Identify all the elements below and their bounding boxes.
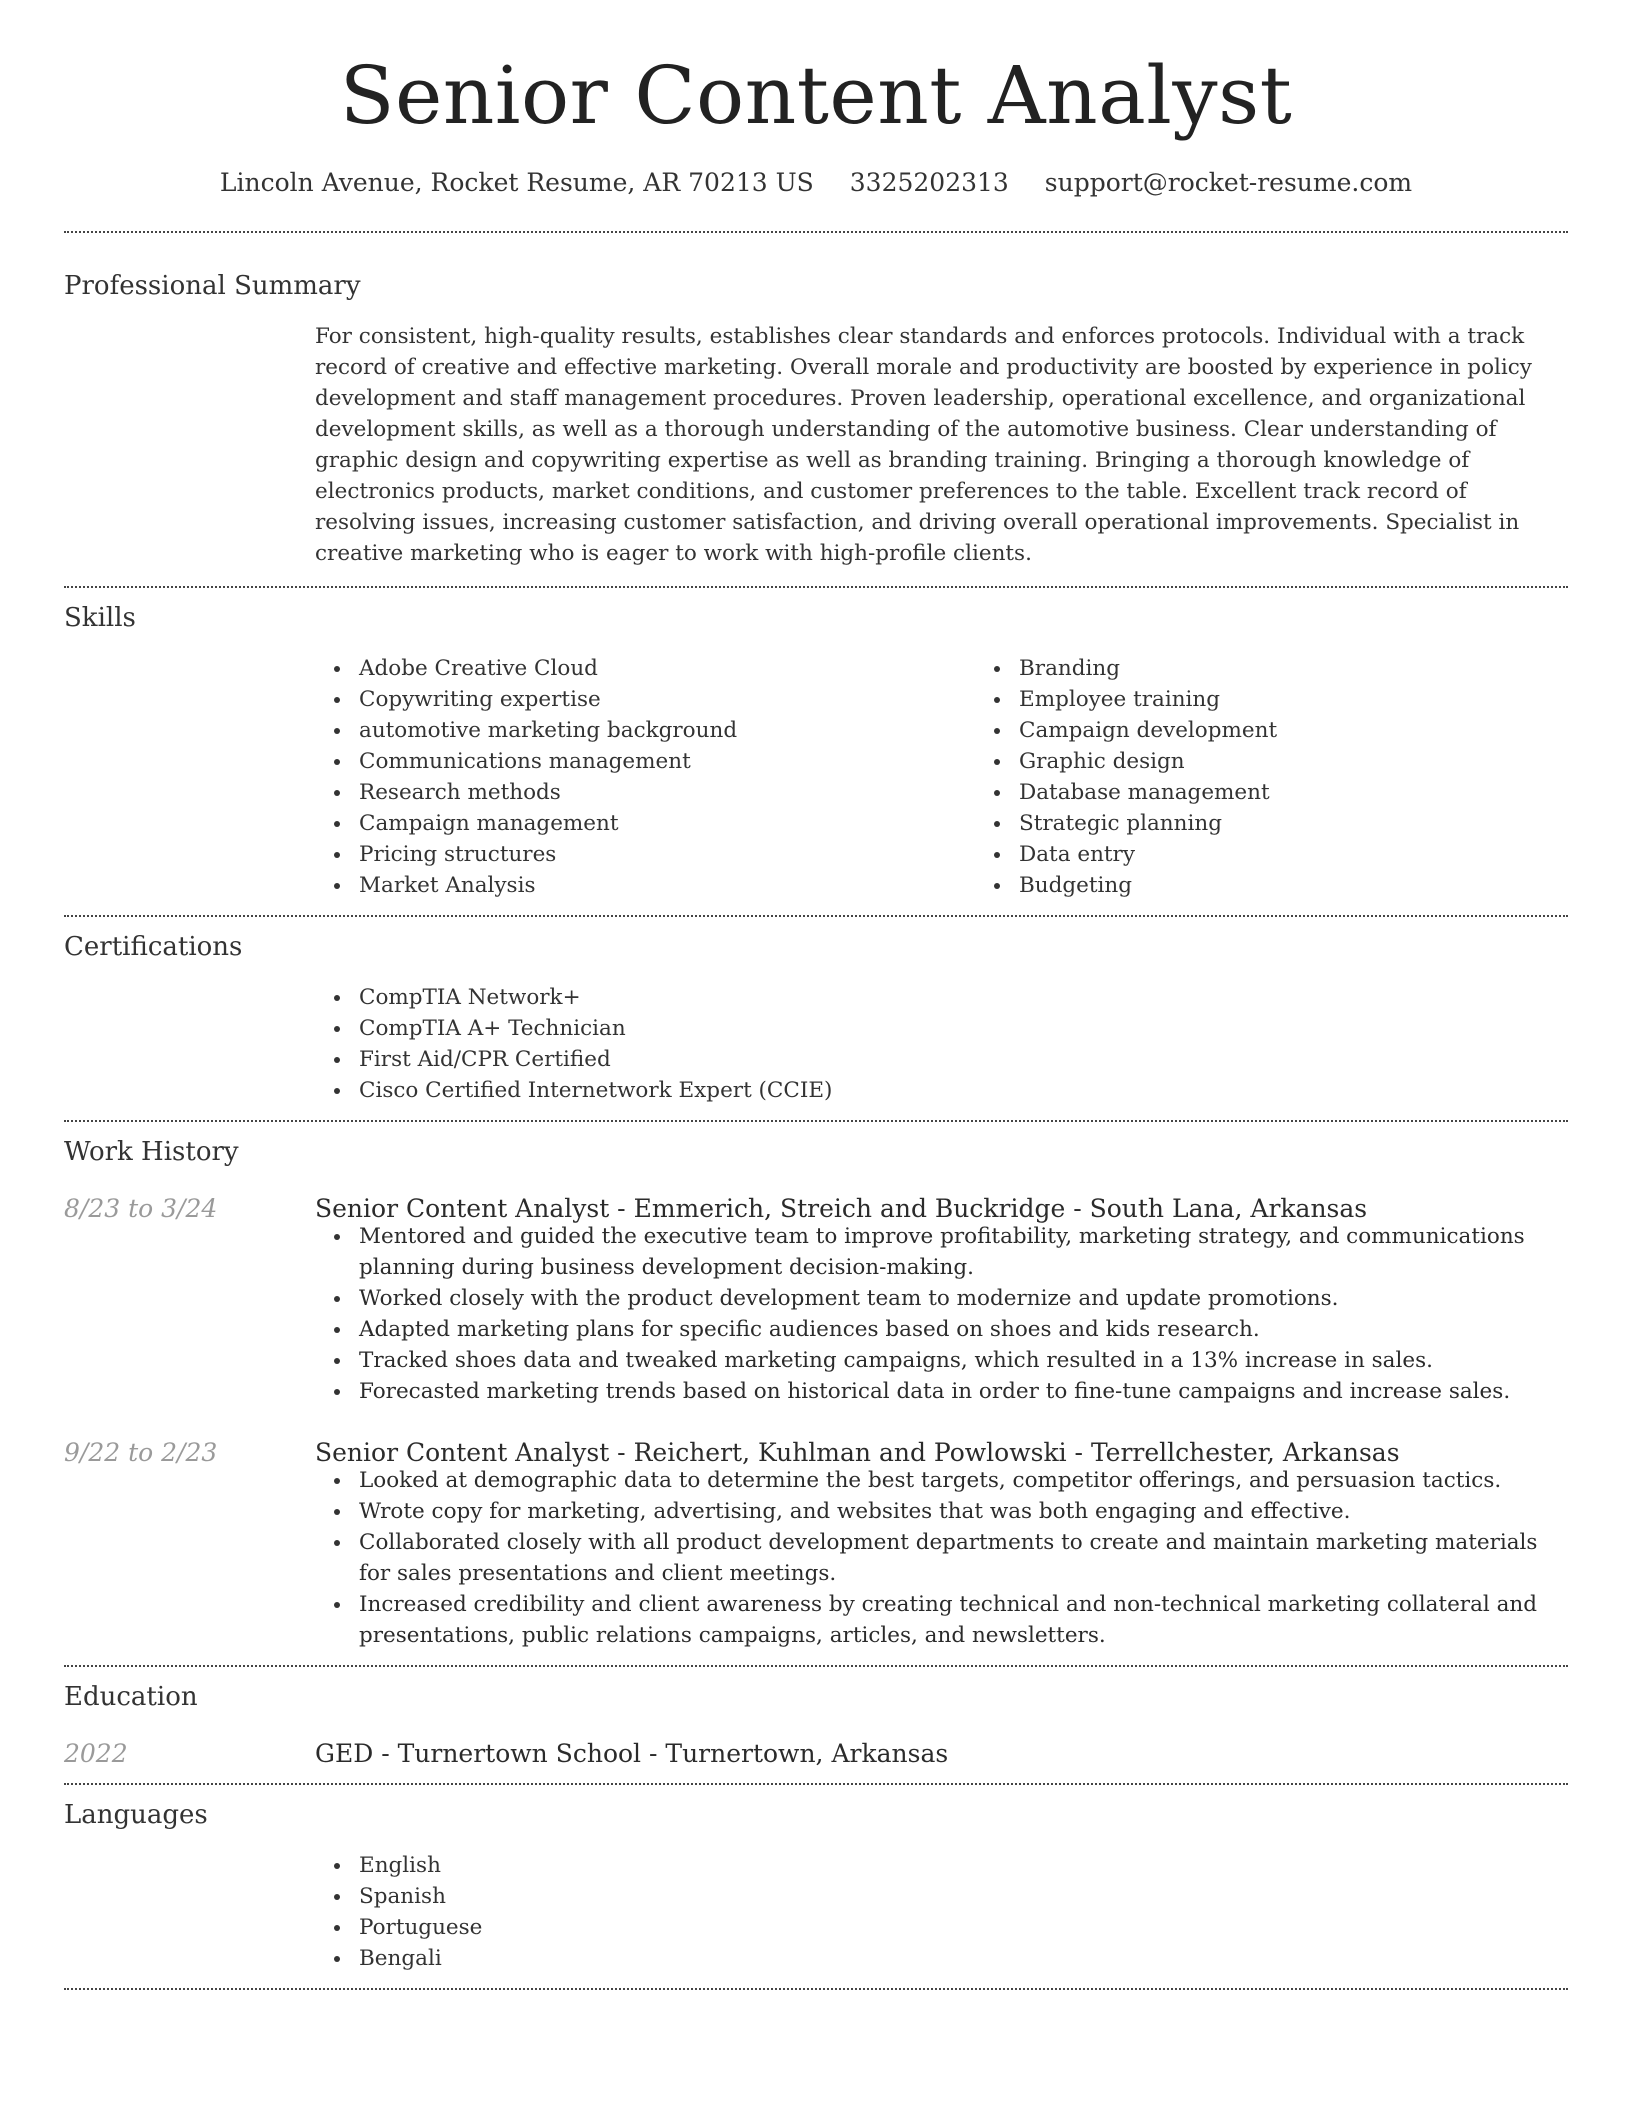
section-title-languages: Languages [64,1800,208,1830]
job-body [315,1440,1568,1651]
section-title-education: Education [64,1682,198,1712]
job-entry [64,1196,1568,1407]
contact-phone: 3325202313 [849,168,1009,197]
languages-section [64,1785,1568,1988]
language-item: Portuguese [359,1912,1568,1943]
job-body [315,1196,1568,1407]
education-body [315,1741,1568,1766]
section-title-work: Work History [64,1137,239,1167]
skills-section [64,588,1568,915]
job-bullet: Wrote copy for marketing, advertising, and websites that was both engaging and effective. [359,1496,1568,1527]
job-bullet: Increased credibility and client awareness by creating technical and non-technical marketing collateral and presentations, public relations campaigns, articles, and newsletters. [359,1589,1568,1651]
certifications-list [315,982,1568,1106]
education-degree: GED - Turnertown School - Turnertown, Arkansas [315,1739,949,1768]
skill-item: Copywriting expertise [359,684,975,715]
skills-list-left [315,653,975,901]
certification-item: CompTIA A+ Technician [359,1013,1568,1044]
skills-list-right [975,653,1632,901]
languages-content [315,1850,1568,1974]
job-bullets [315,1465,1568,1651]
job-bullet: Looked at demographic data to determine the best targets, competitor offerings, and persuasion tactics. [359,1465,1568,1496]
certifications-content [315,982,1568,1106]
section-title-skills: Skills [64,603,136,633]
summary-text: For consistent, high-quality results, establishes clear standards and enforces protocols. Individual with a track record of creative and effective marketing. Overall morale and productivity are boosted by experience in policy development and staff management procedures. Proven leadership, operational excellence, and organizational development skills, as well as a thorough understanding of the automotive business. Clear understanding of graphic design and copywriting expertise as well as branding training. Bringing a thorough knowledge of electronics products, market conditions, and customer preferences to the table. Excellent track record of resolving issues, increasing customer satisfaction, and driving overall operational improvements. Specialist in creative marketing who is eager to work with high-profile clients. [315,324,1532,566]
section-title-summary: Professional Summary [64,271,361,301]
job-bullet: Worked closely with the product development team to modernize and update promotions. [359,1283,1568,1314]
work-section [64,1122,1568,1665]
skill-item: Database management [1019,777,1632,808]
education-section [64,1667,1568,1783]
language-item: English [359,1850,1568,1881]
languages-list [315,1850,1568,1974]
skill-item: Strategic planning [1019,808,1632,839]
job-entry [64,1440,1568,1651]
skill-item: automotive marketing background [359,715,975,746]
skill-item: Market Analysis [359,870,975,901]
section-title-certifications: Certifications [64,932,243,962]
resume-name: Senior Content Analyst [339,49,1293,142]
skill-item: Data entry [1019,839,1632,870]
education-entry [64,1741,1568,1766]
skill-item: Pricing structures [359,839,975,870]
language-item: Bengali [359,1943,1568,1974]
skill-item: Campaign development [1019,715,1632,746]
certification-item: Cisco Certified Internetwork Expert (CCIE) [359,1075,1568,1106]
job-bullets [315,1221,1568,1407]
job-dates: 9/22 to 2/23 [64,1438,218,1467]
skills-columns [315,653,1568,901]
job-bullet: Forecasted marketing trends based on historical data in order to fine-tune campaigns and increase sales. [359,1376,1568,1407]
certification-item: CompTIA Network+ [359,982,1568,1013]
contact-address: Lincoln Avenue, Rocket Resume, AR 70213 US [219,168,814,197]
summary-section [64,233,1568,586]
job-bullet: Adapted marketing plans for specific audiences based on shoes and kids research. [359,1314,1568,1345]
skill-item: Research methods [359,777,975,808]
divider [64,1988,1568,1990]
contact-email: support@rocket-resume.com [1044,168,1413,197]
contact-line [64,170,1568,195]
skill-item: Adobe Creative Cloud [359,653,975,684]
certification-item: First Aid/CPR Certified [359,1044,1568,1075]
skill-item: Graphic design [1019,746,1632,777]
skill-item: Budgeting [1019,870,1632,901]
skill-item: Campaign management [359,808,975,839]
education-year: 2022 [64,1739,128,1768]
job-heading: Senior Content Analyst - Emmerich, Streich and Buckridge - South Lana, Arkansas [315,1194,1368,1223]
skill-item: Employee training [1019,684,1632,715]
job-dates: 8/23 to 3/24 [64,1194,218,1223]
skill-item: Communications management [359,746,975,777]
job-bullet: Collaborated closely with all product development departments to create and maintain marketing materials for sales presentations and client meetings. [359,1527,1568,1589]
job-heading: Senior Content Analyst - Reichert, Kuhlman and Powlowski - Terrellchester, Arkansas [315,1438,1400,1467]
job-bullet: Tracked shoes data and tweaked marketing campaigns, which resulted in a 13% increase in sales. [359,1345,1568,1376]
job-bullet: Mentored and guided the executive team to improve profitability, marketing strategy, and communications planning during business development decision-making. [359,1221,1568,1283]
language-item: Spanish [359,1881,1568,1912]
skill-item: Branding [1019,653,1632,684]
certifications-section [64,917,1568,1120]
